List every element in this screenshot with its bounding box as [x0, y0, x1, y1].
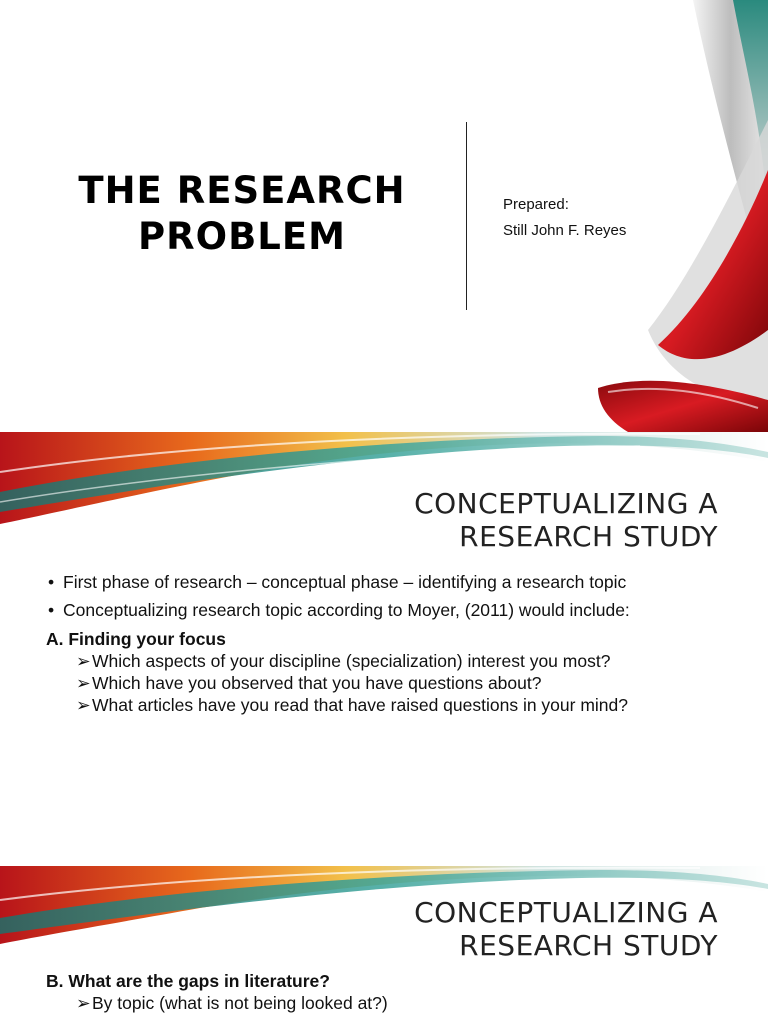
arrow-bullet-icon: ➢ — [76, 993, 91, 1013]
arrow-bullet-icon: ➢ — [76, 651, 91, 671]
slide-heading — [414, 487, 718, 553]
slide-title — [40, 168, 444, 260]
heading-line-2: RESEARCH STUDY — [459, 929, 718, 962]
heading-line-1: CONCEPTUALIZING A — [414, 896, 718, 929]
vertical-divider — [466, 122, 467, 310]
sub-bullet-item — [46, 650, 736, 672]
section-heading-b: B. What are the gaps in literature? — [46, 971, 330, 991]
prepared-label: Prepared: — [503, 196, 569, 213]
author-name: Still John F. Reyes — [503, 222, 627, 239]
sub-bullet-item — [46, 992, 736, 1014]
subtitle — [503, 192, 626, 244]
title-slide — [0, 0, 768, 432]
content-slide-1 — [0, 432, 768, 836]
heading-line-2: RESEARCH STUDY — [459, 520, 718, 553]
sub-bullet-item — [46, 694, 736, 716]
title-line-1: THE RESEARCH — [78, 169, 406, 212]
arrow-bullet-icon: ➢ — [76, 673, 91, 693]
heading-line-1: CONCEPTUALIZING A — [414, 487, 718, 520]
slide-body — [46, 970, 736, 1014]
sub-bullet-text: By topic (what is not being looked at?) — [92, 993, 388, 1013]
content-slide-2 — [0, 866, 768, 1024]
bullet-item: • Conceptualizing research topic according to Moyer, (2011) would include: — [46, 600, 736, 621]
sub-bullet-text: Which have you observed that you have questions about? — [92, 673, 542, 693]
slide-body — [46, 572, 736, 716]
sub-bullet-text: What articles have you read that have raised questions in your mind? — [92, 695, 628, 715]
arrow-bullet-icon: ➢ — [76, 695, 91, 715]
title-line-2: PROBLEM — [138, 215, 346, 258]
sub-bullet-item — [46, 672, 736, 694]
sub-bullet-text: Which aspects of your discipline (specialization) interest you most? — [92, 651, 611, 671]
bullet-item: • First phase of research – conceptual phase – identifying a research topic — [46, 572, 736, 593]
slide-heading — [414, 896, 718, 962]
section-heading-a: A. Finding your focus — [46, 629, 226, 649]
